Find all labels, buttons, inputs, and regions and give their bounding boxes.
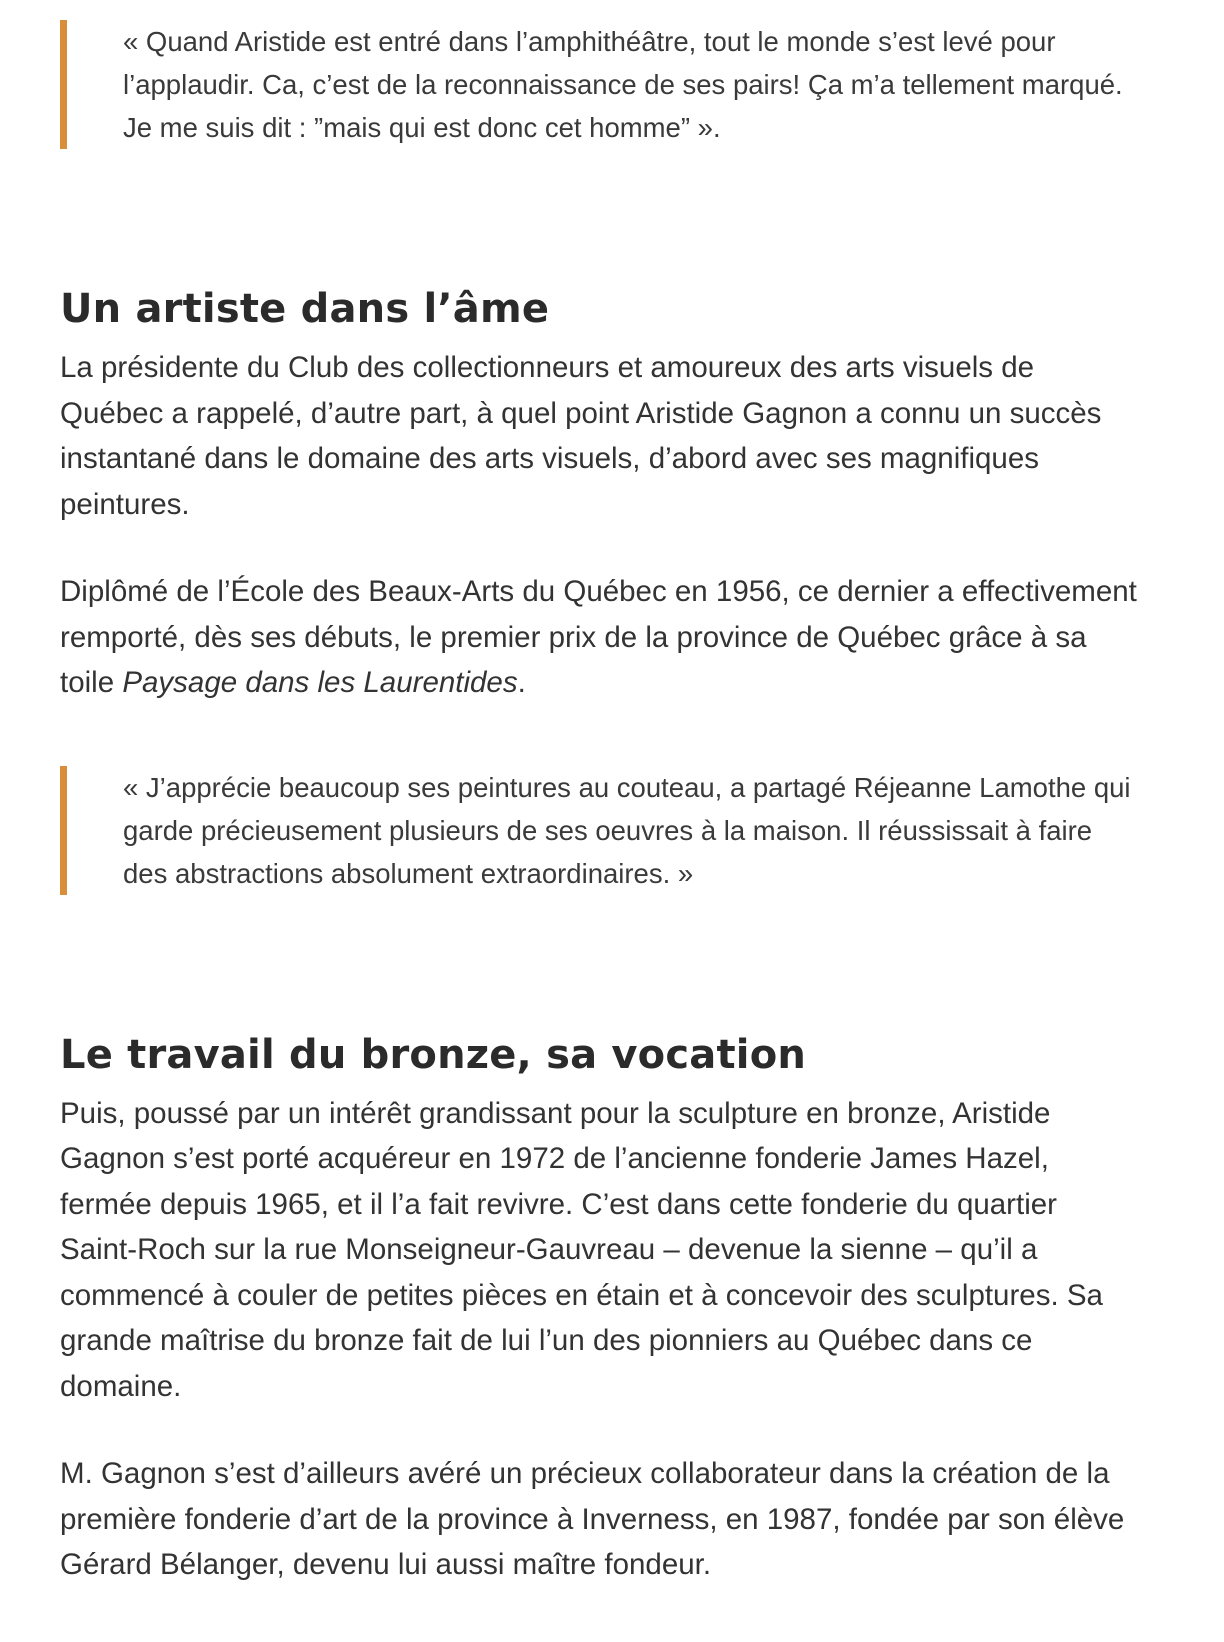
section-heading-artiste: Un artiste dans l’âme <box>60 286 550 332</box>
painting-title: Paysage dans les Laurentides <box>122 666 518 699</box>
quote-text: « Quand Aristide est entré dans l’amphithéâtre, tout le monde s’est levé pour l’applaudir. Ca, c’est de la reconnaissance de ses pairs! Ça m’a tellement marqué. Je me suis dit : ”mais qui est donc cet homme” ». <box>123 26 1123 143</box>
article-body <box>60 0 1140 1588</box>
blockquote-peintures <box>60 766 1133 895</box>
paragraph-diplome-text: Diplômé de l’École des Beaux-Arts du Québec en 1956, ce dernier a effectivement remporté, dès ses débuts, le premier prix de la province de Québec grâce à sa toile <box>60 575 1137 699</box>
quote-text: « J’apprécie beaucoup ses peintures au couteau, a partagé Réjeanne Lamothe qui garde précieusement plusieurs de ses oeuvres à la maison. Il réussissait à faire des abstractions absolument extraordinaires. » <box>123 771 1131 889</box>
section-heading-bronze: Le travail du bronze, sa vocation <box>60 1031 807 1078</box>
paragraph-fonderie: Puis, poussé par un intérêt grandissant pour la sculpture en bronze, Aristide Gagnon s’est porté acquéreur en 1972 de l’ancienne fonderie James Hazel, fermée depuis 1965, et il l’a fait revivre. C’est dans cette fonderie du quartier Saint-Roch sur la rue Monseigneur-Gauvreau – devenue la sienne – qu’il a commencé à couler de petites pièces en étain et à concevoir des sculptures. Sa grande maîtrise du bronze fait de lui l’un des pionniers au Québec dans ce domaine. <box>60 1096 1103 1403</box>
paragraph-diplome <box>60 569 1140 706</box>
blockquote-applause <box>60 20 1133 149</box>
paragraph-presidente: La présidente du Club des collectionneurs et amoureux des arts visuels de Québec a rappelé, d’autre part, à quel point Aristide Gagnon a connu un succès instantané dans le domaine des arts visuels, d’abord avec ses magnifiques peintures. <box>60 351 1102 521</box>
paragraph-inverness: M. Gagnon s’est d’ailleurs avéré un précieux collaborateur dans la création de la première fonderie d’art de la province à Inverness, en 1987, fondée par son élève Gérard Bélanger, devenu lui aussi maître fondeur. <box>60 1457 1125 1581</box>
paragraph-diplome-end: . <box>517 666 526 699</box>
